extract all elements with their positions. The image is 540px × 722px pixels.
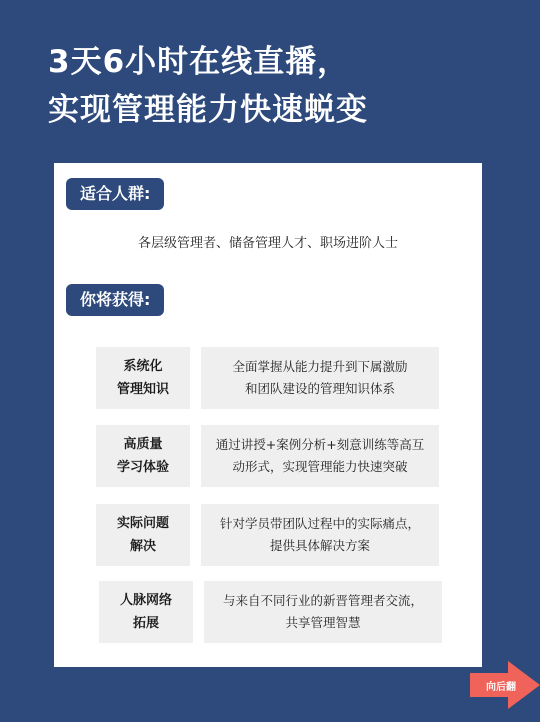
benefit-label: 实际问题 解决	[96, 504, 190, 566]
benefit-label: 系统化 管理知识	[96, 347, 190, 409]
next-page-label: 向后翻	[486, 682, 516, 693]
headline-line-2: 实现管理能力快速蜕变	[48, 92, 368, 128]
benefit-description: 针对学员带团队过程中的实际痛点， 提供具体解决方案	[201, 504, 439, 566]
headline-line-1: 3天6小时在线直播，	[48, 44, 350, 80]
benefit-description: 全面掌握从能力提升到下属激励 和团队建设的管理知识体系	[201, 347, 439, 409]
headline	[48, 38, 368, 134]
gain-tag: 你将获得:	[66, 284, 164, 316]
benefit-description: 通过讲授+案例分析+刻意训练等高互 动形式，实现管理能力快速突破	[201, 425, 439, 487]
info-card	[54, 163, 482, 667]
audience-tag: 适合人群:	[66, 178, 164, 210]
benefit-description: 与来自不同行业的新晋管理者交流， 共享管理智慧	[204, 581, 442, 643]
benefit-label: 高质量 学习体验	[96, 425, 190, 487]
benefit-label: 人脉网络 拓展	[99, 581, 193, 643]
audience-text: 各层级管理者、储备管理人才、职场进阶人士	[137, 236, 398, 251]
next-page-button[interactable]	[470, 661, 540, 709]
